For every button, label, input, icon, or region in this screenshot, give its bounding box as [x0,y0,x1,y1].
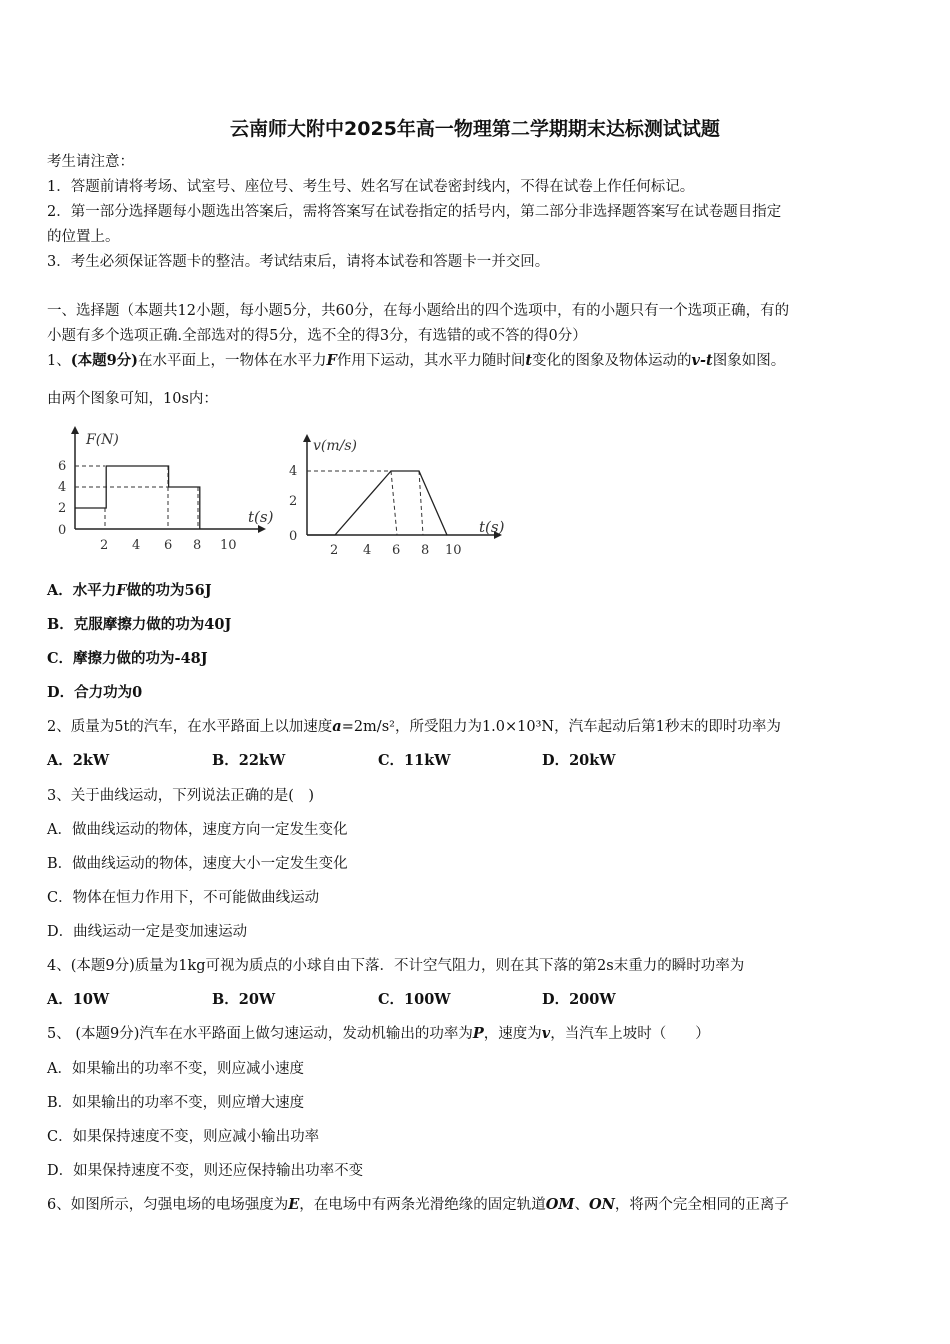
q3-option-d[interactable]: D．曲线运动一定是变加速运动 [47,924,248,940]
q2-stem [47,717,907,737]
f-graph-xlabel: t(s) [248,508,274,526]
q5-option-a[interactable]: A．如果输出的功率不变，则应减小速度 [47,1061,304,1077]
f-graph-ytick-2: 2 [58,501,67,516]
v-series-line [307,471,447,535]
q1-option-d-label: D． [47,684,75,701]
q1-option-a-pre: 水平力 [72,582,117,599]
q2-text-a: 2、质量为5t的汽车，在水平路面上以加速度 [47,719,333,735]
f-graph-ytick-6: 6 [58,459,67,474]
q5-option-d[interactable]: D．如果保持速度不变，则还应保持输出功率不变 [47,1163,364,1179]
f-graph-guides [75,466,198,529]
q6-text-c: ，将两个完全相同的正离子 [614,1197,789,1213]
v-graph-xtick-10: 10 [445,543,462,558]
notice-heading: 考生请注意： [47,154,134,170]
f-graph-xtick-8: 8 [193,538,202,553]
q1-option-b[interactable] [47,615,231,635]
v-graph-y-arrow [303,434,311,442]
q4-option-d[interactable]: D．200W [542,991,616,1008]
q6-stem [47,1195,907,1215]
q5-var-v: v [541,1025,551,1042]
f-graph-xtick-4: 4 [132,538,141,553]
q3-option-b[interactable]: B．做曲线运动的物体，速度大小一定发生变化 [47,856,348,872]
velocity-time-graph [283,432,515,562]
q4-option-b[interactable]: B．20W [212,991,276,1008]
q6-var-om: OM [545,1196,575,1213]
q3-option-a[interactable]: A．做曲线运动的物体，速度方向一定发生变化 [47,822,348,838]
v-graph-xtick-6: 6 [392,543,401,558]
q1-option-d[interactable] [47,683,142,703]
notice-item-1: 1．答题前请将考场、试室号、座位号、考生号、姓名写在试卷密封线内，不得在试卷上作任何标记。 [47,179,695,195]
v-graph-guides [307,471,423,535]
notice-item-3: 3．考生必须保证答题卡的整洁。考试结束后，请将本试卷和答题卡一并交回。 [47,254,550,270]
q1-text-d: 图象如图。 [712,353,786,369]
f-graph-y-arrow [71,426,79,434]
q1-var-t: t [525,352,533,369]
q2-var-a: a [332,718,342,735]
q4-stem: 4、(本题9分)质量为1kg可视为质点的小球自由下落．不计空气阻力，则在其下落的第2s末重力的瞬时功率为 [47,958,745,974]
q1-text-b: 作用下运动，其水平力随时间 [336,353,526,369]
q1-score: (本题9分) [70,352,139,369]
q4-option-a[interactable]: A．10W [47,991,110,1008]
q5-option-b[interactable]: B．如果输出的功率不变，则应增大速度 [47,1095,305,1111]
q1-option-c[interactable] [47,649,208,669]
f-graph-xtick-2: 2 [100,538,109,553]
section-heading-line2: 小题有多个选项正确.全部选对的得5分，选不全的得3分，有选错的或不答的得0分） [47,328,587,344]
v-graph-ytick-0: 0 [289,529,298,544]
q1-option-c-label: C． [47,650,74,667]
q6-var-on: ON [588,1196,615,1213]
q6-text-a: 6、如图所示，匀强电场的电场强度为 [47,1197,289,1213]
f-graph-x-arrow [258,525,266,533]
q1-line2: 由两个图象可知，10s内： [47,391,218,407]
v-graph-xtick-2: 2 [330,543,339,558]
force-time-graph [50,424,280,559]
q5-stem [47,1024,907,1044]
q6-var-e: E [288,1196,300,1213]
q2-option-b[interactable]: B．22kW [212,752,286,769]
q1-option-c-text: 摩擦力做的功为-48J [73,650,208,667]
f-graph-ytick-4: 4 [58,480,67,495]
q1-option-b-text: 克服摩擦力做的功为40J [73,616,232,633]
q2-text-b: =2m/s²，所受阻力为1.0×10³N，汽车起动后第1秒末的即时功率为 [341,719,781,735]
q1-text-a: 在水平面上，一物体在水平力 [138,353,327,369]
q5-option-c[interactable]: C．如果保持速度不变，则应减小输出功率 [47,1129,320,1145]
v-graph-ytick-4: 4 [289,464,298,479]
q2-option-c[interactable]: C．11kW [378,752,451,769]
q5-text-b: ，速度为 [483,1026,542,1042]
section-heading-line1: 一、选择题（本题共12小题，每小题5分，共60分，在每小题给出的四个选项中，有的小题只有一个选项正确，有的 [47,303,790,319]
q6-text-b: ，在电场中有两条光滑绝缘的固定轨道 [299,1197,546,1213]
f-graph-xtick-6: 6 [164,538,173,553]
q1-option-a-post: 做的功为56J [126,582,212,599]
q5-text-a: 5、 (本题9分)汽车在水平路面上做匀速运动，发动机输出的功率为 [47,1026,473,1042]
q3-stem: 3、关于曲线运动，下列说法正确的是( ) [47,788,315,804]
q1-option-a-var: F [116,582,127,599]
v-graph-xlabel: t(s) [479,518,505,536]
q5-var-p: P [472,1025,484,1042]
q2-option-d[interactable]: D．20kW [542,752,616,769]
f-graph-xtick-10: 10 [220,538,237,553]
q1-number: 1、 [47,353,71,369]
q6-sep: 、 [574,1197,589,1213]
q1-stem [47,351,907,371]
v-graph-xtick-4: 4 [363,543,372,558]
q4-option-c[interactable]: C．100W [378,991,451,1008]
f-graph-ylabel: F(N) [86,432,119,448]
q1-var-f: F [326,352,337,369]
f-series-line [75,466,200,529]
notice-item-2-cont: 的位置上。 [47,229,120,245]
q5-text-c: ，当汽车上坡时（ ） [550,1026,710,1042]
q1-text-c: 变化的图象及物体运动的 [532,353,692,369]
page-title: 云南师大附中2025年高一物理第二学期期末达标测试试题 [230,118,720,140]
q1-option-a-label: A． [47,582,73,599]
q1-option-d-text: 合力功为0 [74,684,143,701]
f-graph-ytick-0: 0 [58,523,67,538]
q1-option-a[interactable] [47,581,212,601]
v-graph-ytick-2: 2 [289,494,298,509]
q1-option-b-label: B． [47,616,74,633]
v-graph-xtick-8: 8 [421,543,430,558]
q1-var-vt: v-t [691,352,713,369]
q2-option-a[interactable]: A．2kW [47,752,110,769]
notice-item-2: 2．第一部分选择题每小题选出答案后，需将答案写在试卷指定的括号内，第二部分非选择题答案写在试卷题目指定 [47,204,782,220]
q3-option-c[interactable]: C．物体在恒力作用下，不可能做曲线运动 [47,890,320,906]
v-graph-ylabel: v(m/s) [313,438,358,454]
